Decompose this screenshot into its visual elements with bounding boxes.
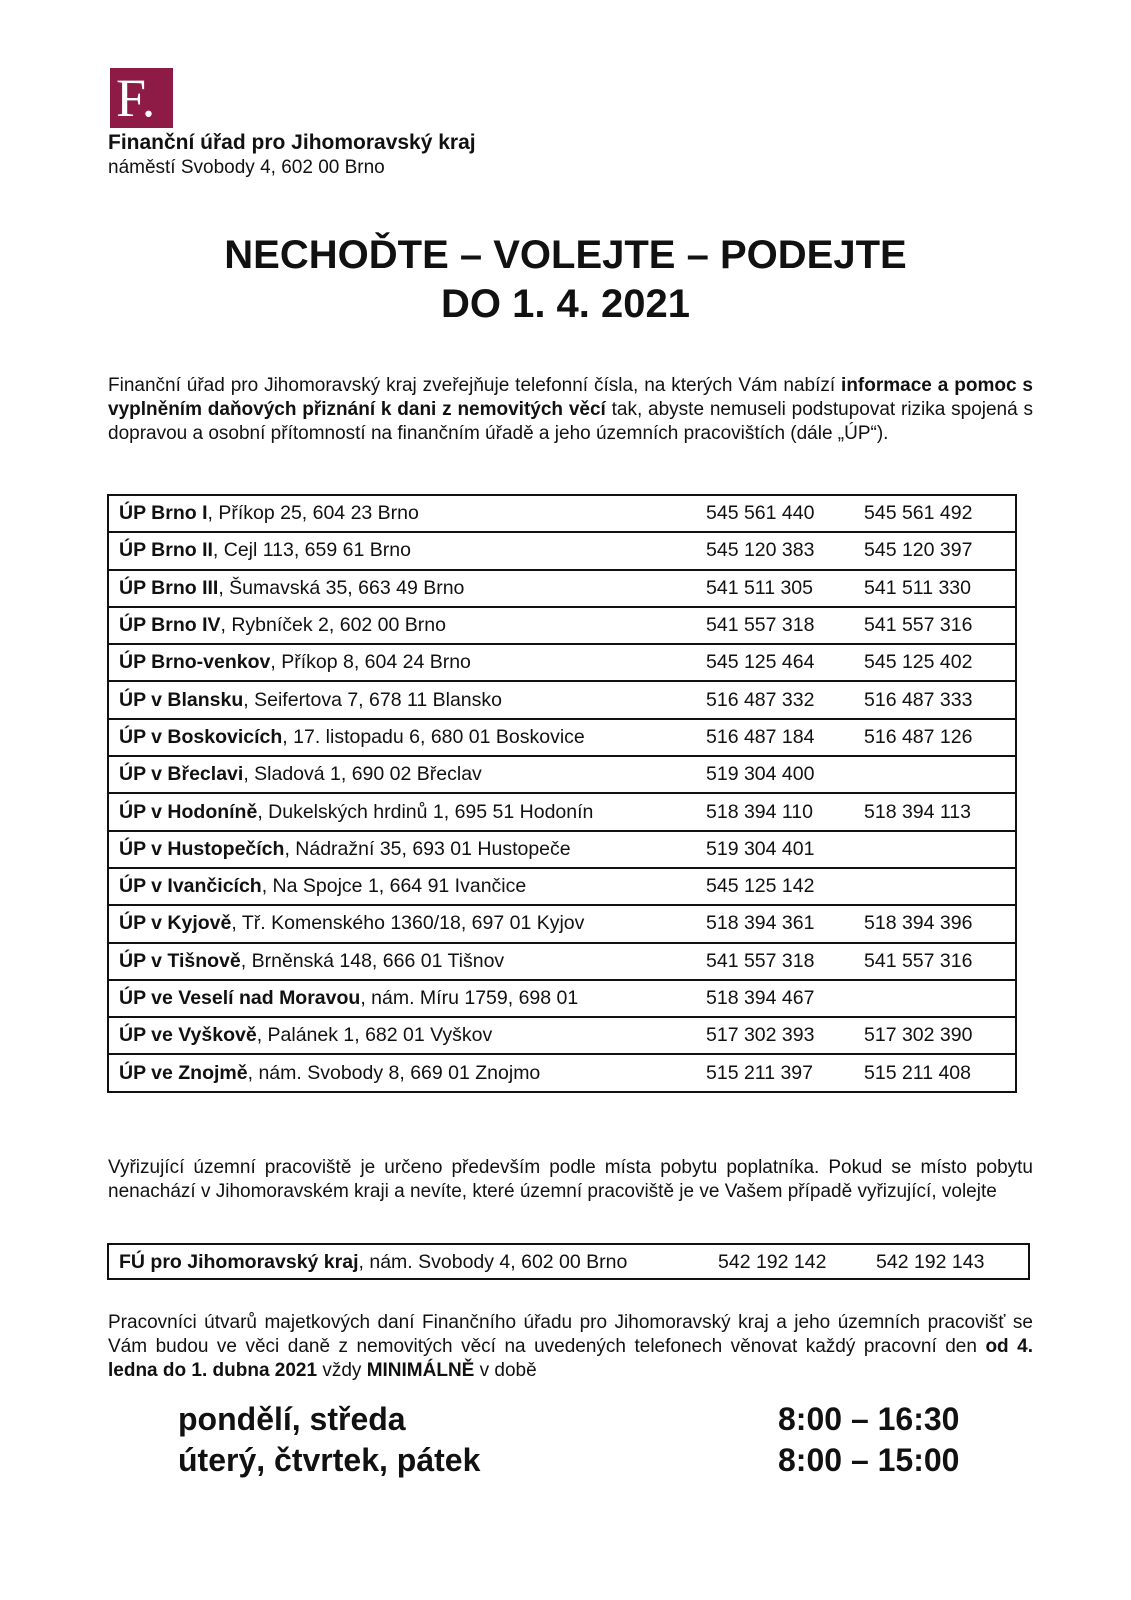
office-address: , Příkop 8, 604 24 Brno — [270, 651, 471, 674]
office-row — [108, 681, 1016, 718]
office-cell — [108, 831, 706, 868]
fu-phone-2: 542 192 143 — [876, 1251, 985, 1273]
office-name: ÚP Brno II — [119, 539, 213, 562]
office-cell — [108, 570, 706, 607]
office-row — [108, 570, 1016, 607]
office-row — [108, 1054, 1016, 1091]
office-phone-1: 516 487 184 — [706, 719, 864, 756]
office-phone-2: 515 211 408 — [864, 1054, 1016, 1091]
schedule-days-2: úterý, čtvrtek, pátek — [178, 1442, 481, 1478]
office-address: , Šumavská 35, 663 49 Brno — [218, 576, 465, 599]
office-address: , nám. Svobody 8, 669 01 Znojmo — [247, 1061, 541, 1084]
offices-table — [107, 494, 1017, 1093]
office-cell — [108, 681, 706, 718]
office-phone-2: 518 394 113 — [864, 793, 1016, 830]
office-phone-2: 516 487 126 — [864, 719, 1016, 756]
office-name: ÚP v Hodoníně — [119, 800, 258, 823]
fu-phone-1: 542 192 142 — [718, 1251, 827, 1273]
office-name: ÚP Brno III — [119, 576, 219, 599]
closing-text-3: v době — [474, 1360, 537, 1381]
office-name: ÚP Brno I — [119, 502, 208, 525]
intro-text-1: Finanční úřad pro Jihomoravský kraj zveřejňuje telefonní čísla, na kterých Vám nabízí — [108, 375, 842, 396]
office-phone-1: 518 394 361 — [706, 905, 864, 942]
office-cell — [108, 943, 706, 980]
office-phone-1: 545 125 142 — [706, 868, 864, 905]
office-row — [108, 831, 1016, 868]
office-phone-2 — [864, 868, 1016, 905]
logo-letter: F. — [116, 68, 156, 128]
office-phone-2: 545 120 397 — [864, 532, 1016, 569]
office-name: ÚP v Ivančicích — [119, 875, 262, 898]
office-phone-2: 541 557 316 — [864, 943, 1016, 980]
fu-name-line — [119, 1251, 627, 1274]
office-name: ÚP Brno-venkov — [119, 651, 271, 674]
office-cell — [108, 719, 706, 756]
office-name: ÚP v Boskovicích — [119, 725, 283, 748]
office-cell — [108, 905, 706, 942]
office-row — [108, 607, 1016, 644]
office-phone-1: 517 302 393 — [706, 1017, 864, 1054]
fu-contact-box — [107, 1243, 1030, 1280]
office-cell — [108, 1017, 706, 1054]
closing-minimum: MINIMÁLNĚ — [366, 1360, 475, 1381]
closing-text-2: vždy — [317, 1360, 367, 1381]
office-row — [108, 943, 1016, 980]
office-address: , Dukelských hrdinů 1, 695 51 Hodonín — [257, 800, 594, 823]
office-name: ÚP v Hustopečích — [119, 837, 285, 860]
office-address: , Sladová 1, 690 02 Břeclav — [243, 763, 482, 786]
office-phone-1: 516 487 332 — [706, 681, 864, 718]
office-name: Finanční úřad pro Jihomoravský kraj — [108, 131, 476, 154]
office-phone-2: 516 487 333 — [864, 681, 1016, 718]
office-phone-1: 519 304 400 — [706, 756, 864, 793]
office-phone-1: 541 511 305 — [706, 570, 864, 607]
office-logo — [110, 68, 173, 128]
office-cell — [108, 607, 706, 644]
office-phone-2: 518 394 396 — [864, 905, 1016, 942]
office-phone-1: 541 557 318 — [706, 943, 864, 980]
office-address: , Palánek 1, 682 01 Vyškov — [256, 1024, 493, 1047]
intro-paragraph — [108, 374, 1033, 446]
closing-text-1: Pracovníci útvarů majetkových daní Finančního úřadu pro Jihomoravský kraj a jeho územních pracovišť se Vám budou ve věci daně z nemovitých věcí na uvedených telefonech věnovat každý pracovní den — [108, 1312, 1033, 1357]
office-cell — [108, 756, 706, 793]
office-phone-2: 517 302 390 — [864, 1017, 1016, 1054]
office-address: , Seifertova 7, 678 11 Blansko — [243, 688, 502, 711]
closing-paragraph — [108, 1311, 1033, 1383]
office-cell — [108, 868, 706, 905]
intro-bold: informace a pomoc s vyplněním daňových přiznání k dani z nemovitých věcí — [108, 375, 1033, 420]
office-phone-2: 545 125 402 — [864, 644, 1016, 681]
closing-dates: od 4. ledna do 1. dubna 2021 — [108, 1336, 1033, 1381]
schedule-hours-1: 8:00 – 16:30 — [778, 1401, 960, 1437]
office-row — [108, 868, 1016, 905]
office-phone-1: 515 211 397 — [706, 1054, 864, 1091]
office-address: , Na Spojce 1, 664 91 Ivančice — [261, 875, 527, 898]
schedule-hours-2: 8:00 – 15:00 — [778, 1442, 960, 1478]
office-cell — [108, 495, 706, 532]
office-name: ÚP v Tišnově — [119, 949, 241, 972]
office-address: , Rybníček 2, 602 00 Brno — [220, 614, 446, 637]
office-row — [108, 980, 1016, 1017]
office-cell — [108, 980, 706, 1017]
office-name: ÚP ve Veselí nad Moravou — [119, 987, 361, 1009]
fu-name: FÚ pro Jihomoravský kraj — [119, 1251, 359, 1273]
office-address: , nám. Míru 1759, 698 01 — [360, 987, 579, 1009]
note-paragraph: Vyřizující územní pracoviště je určeno především podle místa pobytu poplatníka. Pokud se místo pobytu nenachází v Jihomoravském kraji a nevíte, které územní pracoviště je ve Vašem případě vyřizující, volejte — [108, 1157, 1033, 1202]
office-phone-1: 545 125 464 — [706, 644, 864, 681]
office-phone-2: 541 511 330 — [864, 570, 1016, 607]
office-row — [108, 1017, 1016, 1054]
schedule-days-1: pondělí, středa — [178, 1401, 406, 1437]
headline-line-1: NECHOĎTE – VOLEJTE – PODEJTE — [224, 233, 907, 277]
office-row — [108, 644, 1016, 681]
office-name: ÚP ve Vyškově — [119, 1024, 257, 1047]
office-row — [108, 719, 1016, 756]
office-name: ÚP v Blansku — [119, 688, 244, 711]
fu-address: , nám. Svobody 4, 602 00 Brno — [358, 1251, 628, 1273]
office-address: , Cejl 113, 659 61 Brno — [212, 539, 411, 562]
office-phone-1: 545 120 383 — [706, 532, 864, 569]
office-phone-1: 541 557 318 — [706, 607, 864, 644]
office-phone-2 — [864, 756, 1016, 793]
office-row — [108, 756, 1016, 793]
office-row — [108, 793, 1016, 830]
office-address: , Nádražní 35, 693 01 Hustopeče — [284, 837, 571, 860]
office-cell — [108, 793, 706, 830]
office-cell — [108, 1054, 706, 1091]
office-phone-1: 545 561 440 — [706, 495, 864, 532]
headline-line-2: DO 1. 4. 2021 — [440, 282, 691, 326]
office-name: ÚP Brno IV — [119, 614, 221, 637]
office-phone-2: 545 561 492 — [864, 495, 1016, 532]
office-phone-1: 518 394 467 — [706, 980, 864, 1017]
intro-text-2: tak, abyste nemuseli podstupovat rizika spojená s dopravou a osobní přítomností na finančním úřadě a jeho územních pracovištích (dále „ÚP“). — [108, 399, 1033, 444]
office-name: ÚP ve Znojmě — [119, 1061, 248, 1084]
office-cell — [108, 532, 706, 569]
office-phone-1: 519 304 401 — [706, 831, 864, 868]
office-address: , Tř. Komenského 1360/18, 697 01 Kyjov — [231, 912, 585, 935]
office-name: ÚP v Břeclavi — [119, 763, 244, 786]
office-row — [108, 495, 1016, 532]
office-address: , 17. listopadu 6, 680 01 Boskovice — [282, 725, 585, 748]
office-phone-2 — [864, 831, 1016, 868]
office-address: náměstí Svobody 4, 602 00 Brno — [108, 157, 385, 178]
office-name: ÚP v Kyjově — [119, 912, 232, 935]
office-address: , Příkop 25, 604 23 Brno — [207, 502, 419, 525]
office-phone-2: 541 557 316 — [864, 607, 1016, 644]
office-cell — [108, 644, 706, 681]
office-row — [108, 905, 1016, 942]
office-phone-2 — [864, 980, 1016, 1017]
office-address: , Brněnská 148, 666 01 Tišnov — [240, 949, 505, 972]
office-row — [108, 532, 1016, 569]
office-phone-1: 518 394 110 — [706, 793, 864, 830]
